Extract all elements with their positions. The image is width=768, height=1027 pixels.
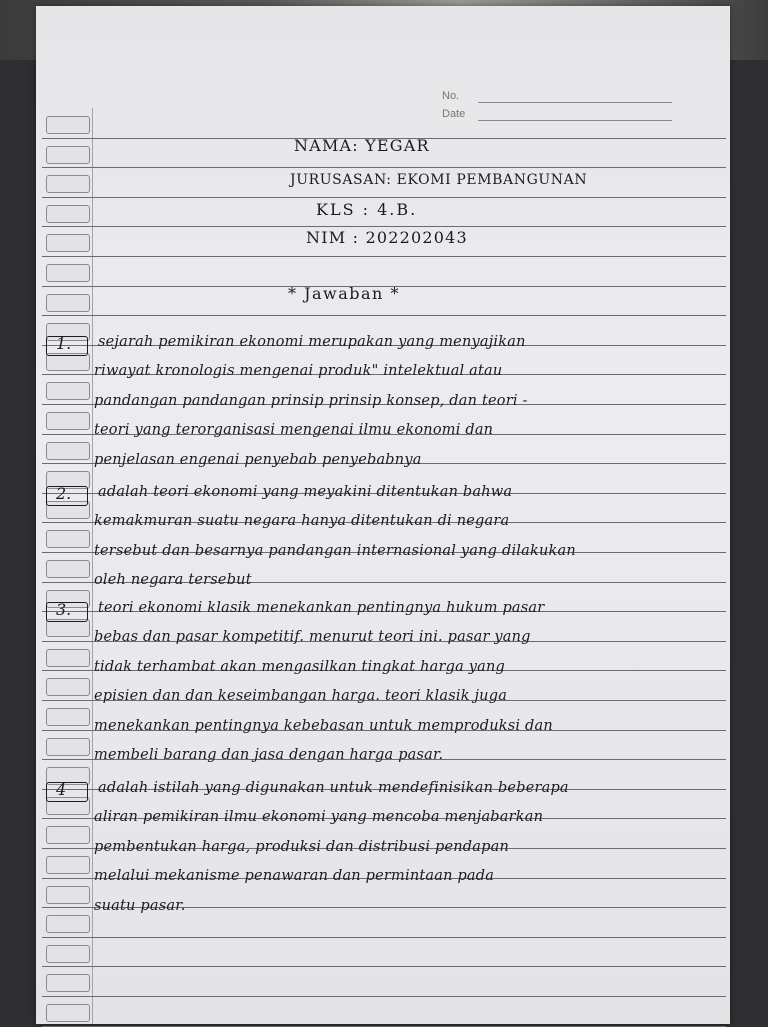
page-meta bbox=[442, 88, 672, 124]
ruled-line bbox=[42, 315, 726, 316]
meta-no bbox=[442, 88, 672, 106]
meta-date-label: Date bbox=[442, 108, 466, 120]
margin-box bbox=[46, 116, 90, 134]
margin-box bbox=[46, 826, 90, 844]
answer-line: aliran pemikiran ilmu ekonomi yang mencoba menjabarkan bbox=[94, 809, 544, 826]
answer-line: riwayat kronologis mengenai produk" intelektual atau bbox=[94, 363, 503, 380]
ruled-line bbox=[42, 1026, 726, 1027]
kls-line: KLS : 4.B. bbox=[316, 200, 418, 219]
margin-box bbox=[46, 382, 90, 400]
margin-line bbox=[92, 108, 93, 1024]
margin-box bbox=[46, 886, 90, 904]
margin-box bbox=[46, 945, 90, 963]
answer-line: episien dan dan keseimbangan harga. teori klasik juga bbox=[94, 688, 508, 705]
margin-box bbox=[46, 530, 90, 548]
margin-box bbox=[46, 146, 90, 164]
answer-number-box bbox=[46, 782, 88, 802]
answer-line: kemakmuran suatu negara hanya ditentukan di negara bbox=[94, 513, 510, 530]
answer-line: pandangan pandangan prinsip prinsip konsep, dan teori - bbox=[94, 392, 528, 409]
answer-line: sejarah pemikiran ekonomi merupakan yang menyajikan bbox=[98, 334, 526, 350]
answer-line: teori ekonomi klasik menekankan pentingnya hukum pasar bbox=[98, 600, 545, 616]
margin-box bbox=[46, 649, 90, 667]
meta-no-label: No. bbox=[442, 90, 460, 102]
ruled-line bbox=[42, 966, 726, 967]
margin-box bbox=[46, 738, 90, 756]
margin-box bbox=[46, 442, 90, 460]
margin-box bbox=[46, 915, 90, 933]
margin-box bbox=[46, 708, 90, 726]
answer-line: adalah istilah yang digunakan untuk mendefinisikan beberapa bbox=[98, 780, 569, 796]
answer-number: 4 bbox=[56, 780, 67, 799]
answer-line: membeli barang dan jasa dengan harga pasar. bbox=[94, 747, 444, 763]
answer-line: tidak terhambat akan mengasilkan tingkat harga yang bbox=[94, 658, 505, 675]
ruled-line bbox=[42, 996, 726, 997]
ruled-line bbox=[42, 167, 726, 168]
margin-box bbox=[46, 175, 90, 193]
meta-date bbox=[442, 106, 672, 124]
ruled-line bbox=[42, 937, 726, 938]
margin-box bbox=[46, 294, 90, 312]
margin-box bbox=[46, 560, 90, 578]
answer-number: 2. bbox=[56, 484, 72, 503]
jawaban-heading: * Jawaban * bbox=[288, 284, 400, 303]
answer-line: suatu pasar. bbox=[94, 897, 186, 914]
margin-box bbox=[46, 412, 90, 430]
answer-line: teori yang terorganisasi mengenai ilmu ekonomi dan bbox=[94, 422, 494, 439]
answer-line: adalah teori ekonomi yang meyakini ditentukan bahwa bbox=[98, 484, 513, 500]
margin-box bbox=[46, 974, 90, 992]
margin-box bbox=[46, 234, 90, 252]
nim-line: NIM : 202202043 bbox=[306, 228, 468, 247]
answer-line: tersebut dan besarnya pandangan internasional yang dilakukan bbox=[94, 542, 576, 559]
answer-number: 3. bbox=[56, 600, 72, 619]
answer-line: oleh negara tersebut bbox=[94, 572, 252, 589]
ruled-line bbox=[42, 256, 726, 257]
margin-box bbox=[46, 678, 90, 696]
margin-box bbox=[46, 205, 90, 223]
jurusan-line: JURUSASAN: EKOMI PEMBANGUNAN bbox=[290, 172, 588, 188]
answer-line: pembentukan harga, produksi dan distribusi pendapan bbox=[94, 838, 509, 855]
answer-number: 1. bbox=[56, 334, 72, 353]
answer-line: penjelasan engenai penyebab penyebabnya bbox=[94, 451, 422, 468]
answer-line: melalui mekanisme penawaran dan permintaan pada bbox=[94, 868, 495, 885]
margin-box bbox=[46, 264, 90, 282]
answer-line: menekankan pentingnya kebebasan untuk memproduksi dan bbox=[94, 717, 553, 734]
name-line: NAMA: YEGAR bbox=[294, 136, 430, 155]
margin-box bbox=[46, 1004, 90, 1022]
ruled-line bbox=[42, 197, 726, 198]
margin-box bbox=[46, 856, 90, 874]
answer-line: bebas dan pasar kompetitif. menurut teori ini. pasar yang bbox=[94, 629, 531, 646]
